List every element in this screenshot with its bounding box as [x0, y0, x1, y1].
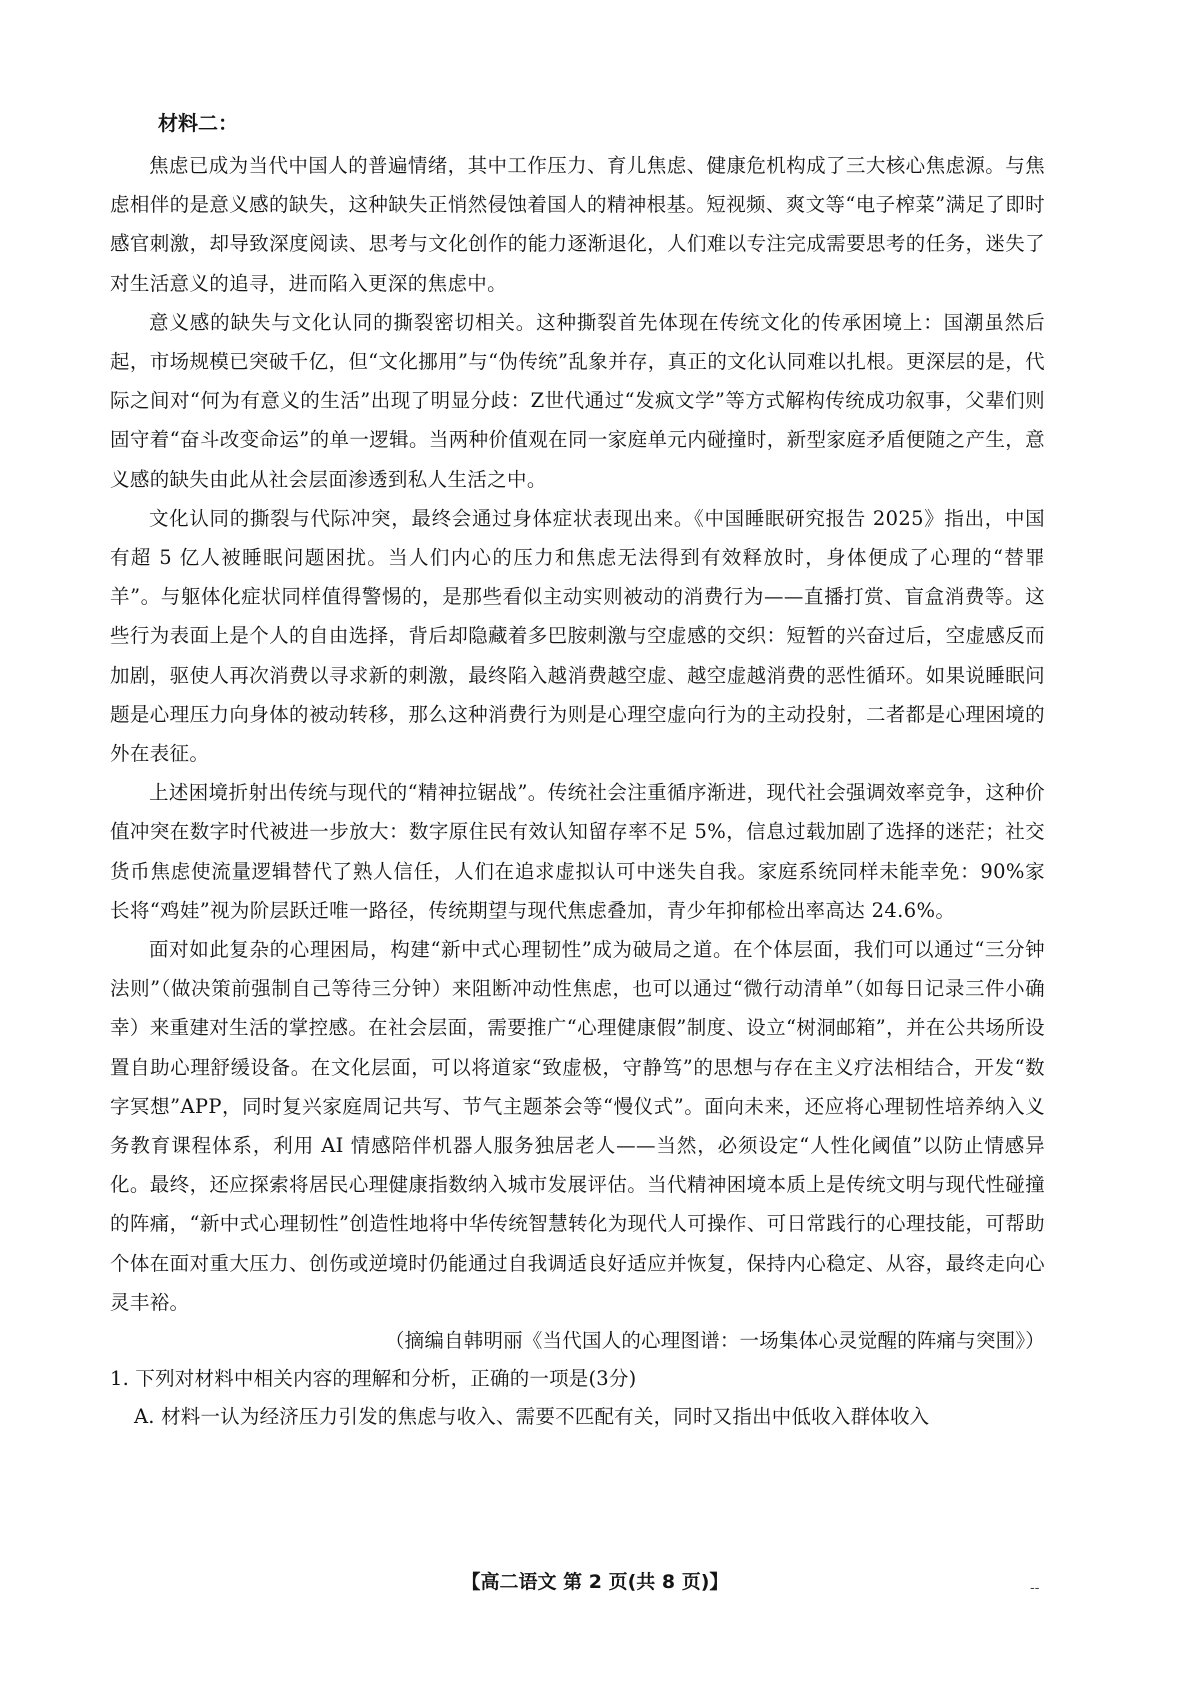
paragraph-2: 意义感的缺失与文化认同的撕裂密切相关。这种撕裂首先体现在传统文化的传承困境上：国潮虽然后起，市场规模已突破千亿，但“文化挪用”与“伪传统”乱象并存，真正的文化认同难以扎根。更深层的是，代际之间对“何为有意义的生活”出现了明显分歧：Z世代通过“发疯文学”等方式解构传统成功叙事，父辈们则固守着“奋斗改变命运”的单一逻辑。当两种价值观在同一家庭单元内碰撞时，新型家庭矛盾便随之产生，意义感的缺失由此从社会层面渗透到私人生活之中。: [110, 310, 1045, 491]
paragraph-4: 上述困境折射出传统与现代的“精神拉锯战”。传统社会注重循序渐进，现代社会强调效率竞争，这种价值冲突在数字时代被进一步放大：数字原住民有效认知留存率不足 5%，信息过载加剧了选择的迷茫；社交货币焦虑使流量逻辑替代了熟人信任，人们在追求虚拟认可中迷失自我。家庭系统同样未能幸免：90%家长将“鸡娃”视为阶层跃迁唯一路径，传统期望与现代焦虑叠加，青少年抑郁检出率高达 24.6%。: [110, 781, 1045, 922]
paragraph-1: 焦虑已成为当代中国人的普遍情绪，其中工作压力、育儿焦虑、健康危机构成了三大核心焦虑源。与焦虑相伴的是意义感的缺失，这种缺失正悄然侵蚀着国人的精神根基。短视频、爽文等“电子榨菜”满足了即时感官刺激，却导致深度阅读、思考与文化创作的能力逐渐退化，人们难以专注完成需要思考的任务，迷失了对生活意义的追寻，进而陷入更深的焦虑中。: [110, 154, 1045, 295]
question-option-a: A. 材料一认为经济压力引发的焦虑与收入、需要不匹配有关，同时又指出中低收入群体收入: [134, 1405, 930, 1429]
paragraph-3: 文化认同的撕裂与代际冲突，最终会通过身体症状表现出来。《中国睡眠研究报告 2025》指出，中国有超 5 亿人被睡眠问题困扰。当人们内心的压力和焦虑无法得到有效释放时，身体便成了心理的“替罪羊”。与躯体化症状同样值得警惕的，是那些看似主动实则被动的消费行为——直播打赏、盲盒消费等。这些行为表面上是个人的自由选择，背后却隐藏着多巴胺刺激与空虚感的交织：短暂的兴奋过后，空虚感反而加剧，驱使人再次消费以寻求新的刺激，最终陷入越消费越空虚、越空虚越消费的恶性循环。如果说睡眠问题是心理压力向身体的被动转移，那么这种消费行为则是心理空虚向行为的主动投射，二者都是心理困境的外在表征。: [110, 506, 1045, 766]
material-heading: 材料二：: [158, 111, 238, 135]
paragraph-5: 面对如此复杂的心理困局，构建“新中式心理韧性”成为破局之道。在个体层面，我们可以通过“三分钟法则”（做决策前强制自己等待三分钟）来阻断冲动性焦虑，也可以通过“微行动清单”（如每日记录三件小确幸）来重建对生活的掌控感。在社会层面，需要推广“心理健康假”制度、设立“树洞邮箱”，并在公共场所设置自助心理舒缓设备。在文化层面，可以将道家“致虚极，守静笃”的思想与存在主义疗法相结合，开发“数字冥想”APP，同时复兴家庭周记共写、节气主题茶会等“慢仪式”。面向未来，还应将心理韧性培养纳入义务教育课程体系，利用 AI 情感陪伴机器人服务独居老人——当然，必须设定“人性化阈值”以防止情感异化。最终，还应探索将居民心理健康指数纳入城市发展评估。当代精神困境本质上是传统文明与现代性碰撞的阵痛，“新中式心理韧性”创造性地将中华传统智慧转化为现代人可操作、可日常践行的心理技能，可帮助个体在面对重大压力、创伤或逆境时仍能通过自我调适良好适应并恢复，保持内心稳定、从容，最终走向心灵丰裕。: [110, 938, 1045, 1314]
question-stem: 1. 下列对材料中相关内容的理解和分析，正确的一项是(3分): [110, 1367, 637, 1391]
page-footer: 【高二语文 第 2 页(共 8 页)】: [461, 1571, 729, 1593]
corner-mark: --: [1030, 1580, 1040, 1596]
material-source: （摘编自韩明丽《当代国人的心理图谱：一场集体心灵觉醒的阵痛与突围》）: [384, 1329, 1045, 1353]
page-content: [110, 100, 1045, 1436]
